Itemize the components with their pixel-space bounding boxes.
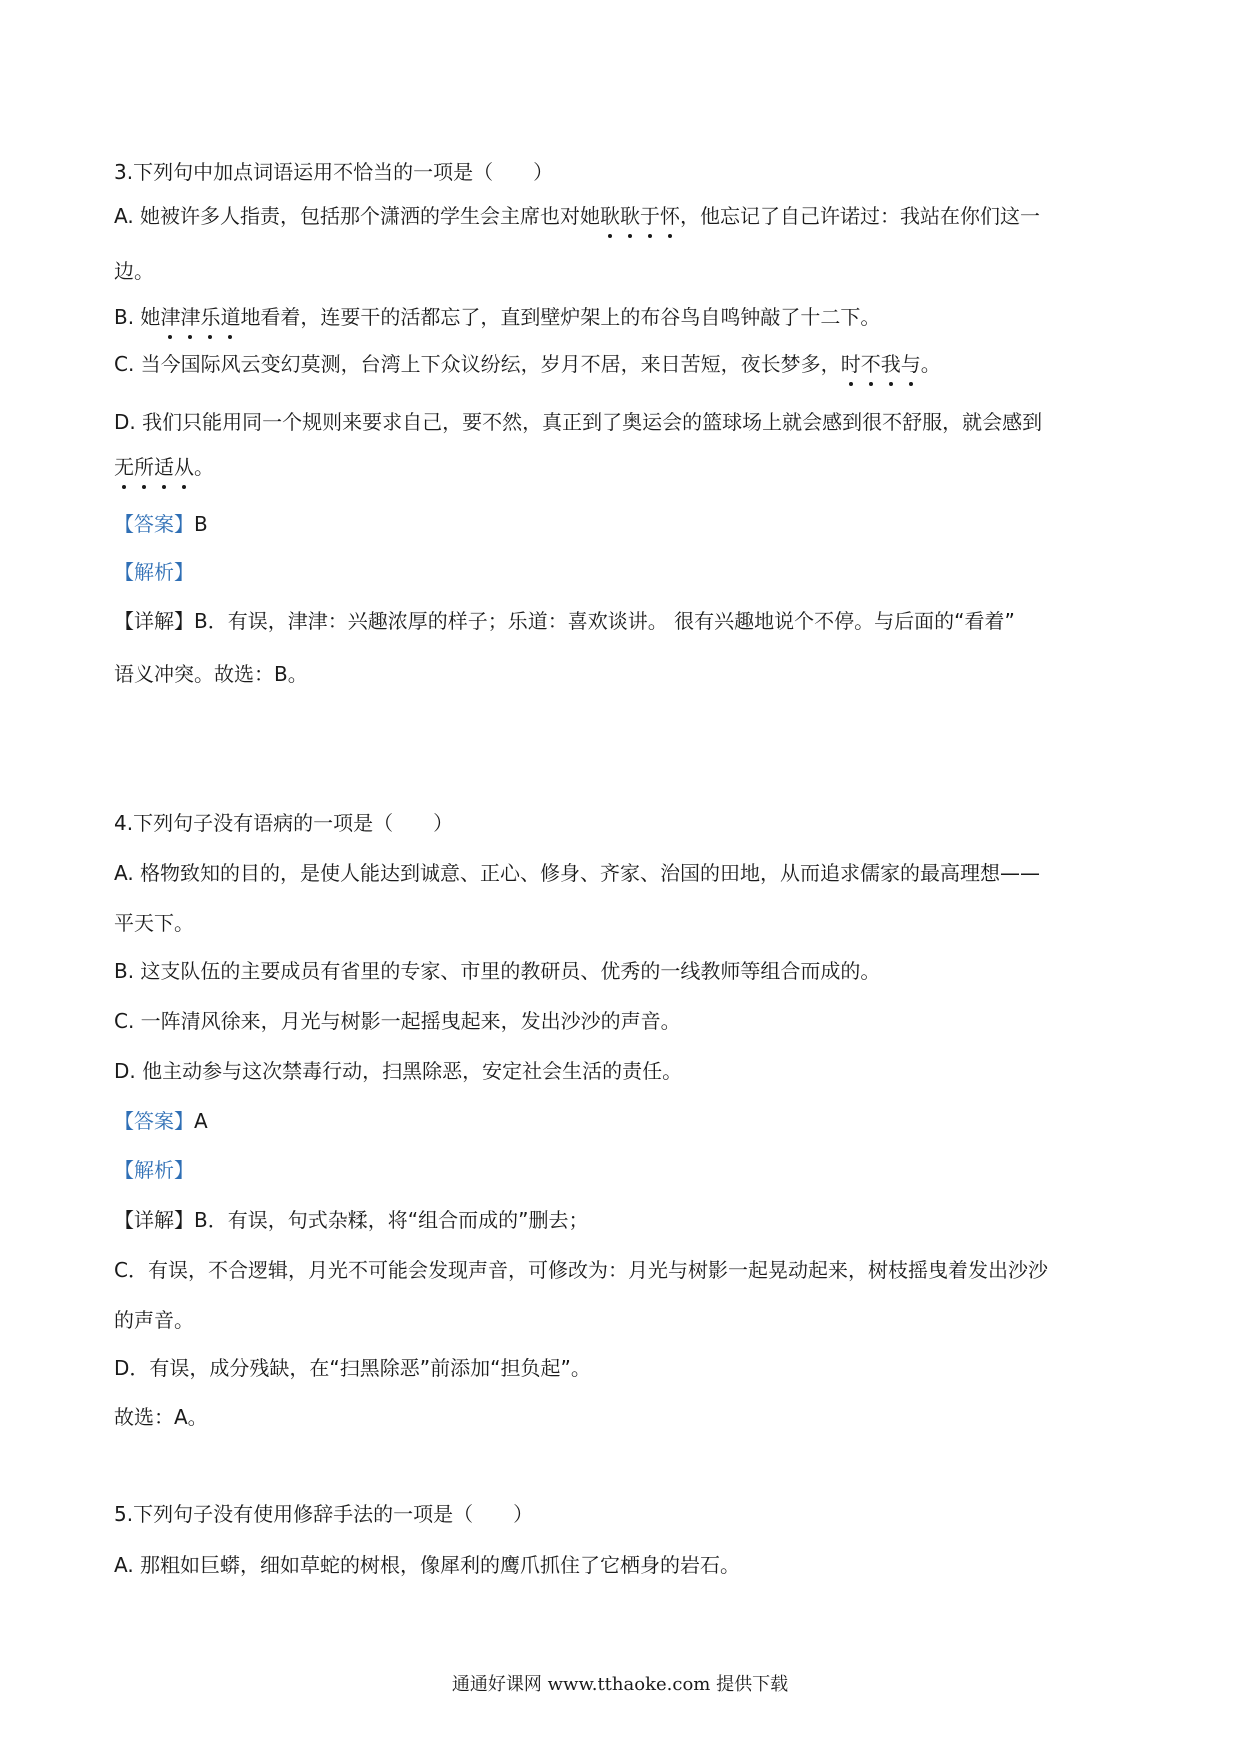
dotted-char: 津 — [180, 305, 201, 329]
dotted-char: 时 — [840, 352, 861, 376]
answer-tag: 【答案】 — [114, 1109, 194, 1133]
dotted-char: 不 — [860, 352, 881, 376]
detail-text: B．有误，句式杂糅，将“组合而成的”删去； — [194, 1208, 589, 1232]
q4-answer — [114, 1107, 208, 1135]
q3-title: 3.下列句中加点词语运用不恰当的一项是（ ） — [114, 160, 554, 184]
dotted-char: 怀 — [660, 204, 681, 228]
dotted-char: 与 — [900, 352, 921, 376]
q4-option-b: B. 这支队伍的主要成员有省里的专家、市里的教研员、优秀的一线教师等组合而成的。 — [114, 959, 881, 983]
dotted-char: 耿 — [620, 204, 641, 228]
q3-b-text-pre: B. 她 — [114, 305, 161, 329]
q3-option-c — [114, 350, 941, 378]
q4-detail-line3: 的声音。 — [114, 1308, 194, 1332]
q3-c-text-pre: C. 当今国际风云变幻莫测，台湾上下众议纷纭，岁月不居，来日苦短，夜长梦多， — [114, 352, 841, 376]
dotted-char: 耿 — [600, 204, 621, 228]
dotted-char: 我 — [880, 352, 901, 376]
q4-option-d: D. 他主动参与这次禁毒行动，扫黑除恶，安定社会生活的责任。 — [114, 1059, 683, 1083]
q3-option-a-cont: 边。 — [114, 259, 154, 283]
q3-c-dotted-word — [841, 352, 921, 376]
q3-answer — [114, 510, 208, 538]
q4-detail-line4: D．有误，成分残缺，在“扫黑除恶”前添加“担负起”。 — [114, 1356, 591, 1380]
q4-detail-line5: 故选：A。 — [114, 1405, 208, 1429]
dotted-char: 所 — [134, 455, 154, 479]
q4-title: 4.下列句子没有语病的一项是（ ） — [114, 811, 454, 835]
q4-option-c: C. 一阵清风徐来，月光与树影一起摇曳起来，发出沙沙的声音。 — [114, 1009, 681, 1033]
q3-detail-line2: 语义冲突。故选：B。 — [114, 662, 308, 686]
dotted-char: 无 — [114, 455, 134, 479]
q3-detail-line1 — [114, 607, 1015, 635]
q3-analysis-tag: 【解析】 — [114, 560, 194, 584]
q3-option-b — [114, 303, 880, 331]
page-footer: 通通好课网 www.tthaoke.com 提供下载 — [451, 1674, 789, 1695]
q3-option-d: D. 我们只能用同一个规则来要求自己，要不然，真正到了奥运会的篮球场上就会感到很不舒服，就会感到 — [114, 410, 1043, 434]
dotted-char: 津 — [160, 305, 181, 329]
q3-b-dotted-word — [160, 305, 240, 329]
q3-b-text-post: 地看着，连要干的活都忘了，直到壁炉架上的布谷鸟自鸣钟敲了十二下。 — [240, 305, 881, 329]
detail-tag: 【详解】 — [114, 609, 194, 633]
q4-option-a-cont: 平天下。 — [114, 911, 194, 935]
dotted-char: 乐 — [200, 305, 221, 329]
answer-value: A — [194, 1109, 208, 1133]
q4-detail-line2: C．有误，不合逻辑，月光不可能会发现声音，可修改为：月光与树影一起晃动起来，树枝摇曳着发出沙沙 — [114, 1258, 1048, 1282]
q3-d-text-post: 。 — [194, 455, 214, 479]
q4-analysis-tag: 【解析】 — [114, 1158, 194, 1182]
dotted-char: 从 — [174, 455, 194, 479]
q3-c-text-post: 。 — [920, 352, 941, 376]
dotted-char: 道 — [220, 305, 241, 329]
q4-detail-line1 — [114, 1206, 588, 1234]
detail-text: B．有误，津津：兴趣浓厚的样子；乐道：喜欢谈讲。 很有兴趣地说个不停。与后面的“看着” — [194, 609, 1015, 633]
answer-tag: 【答案】 — [114, 512, 194, 536]
dotted-char: 适 — [154, 455, 174, 479]
q4-option-a: A. 格物致知的目的，是使人能达到诚意、正心、修身、齐家、治国的田地，从而追求儒家的最高理想—— — [114, 861, 1041, 885]
q5-title: 5.下列句子没有使用修辞手法的一项是（ ） — [114, 1502, 534, 1526]
q3-a-text-post: ，他忘记了自己许诺过：我站在你们这一 — [680, 204, 1041, 228]
q3-d-dotted-word — [114, 455, 194, 479]
q3-option-d-cont — [114, 453, 214, 481]
detail-tag: 【详解】 — [114, 1208, 194, 1232]
q5-option-a: A. 那粗如巨蟒，细如草蛇的树根，像犀利的鹰爪抓住了它栖身的岩石。 — [114, 1553, 741, 1577]
q3-a-text-pre: A. 她被许多人指责，包括那个潇洒的学生会主席也对她 — [114, 204, 601, 228]
dotted-char: 于 — [640, 204, 661, 228]
q3-option-a — [114, 202, 1040, 230]
answer-value: B — [194, 512, 208, 536]
q3-a-dotted-word — [600, 204, 680, 228]
